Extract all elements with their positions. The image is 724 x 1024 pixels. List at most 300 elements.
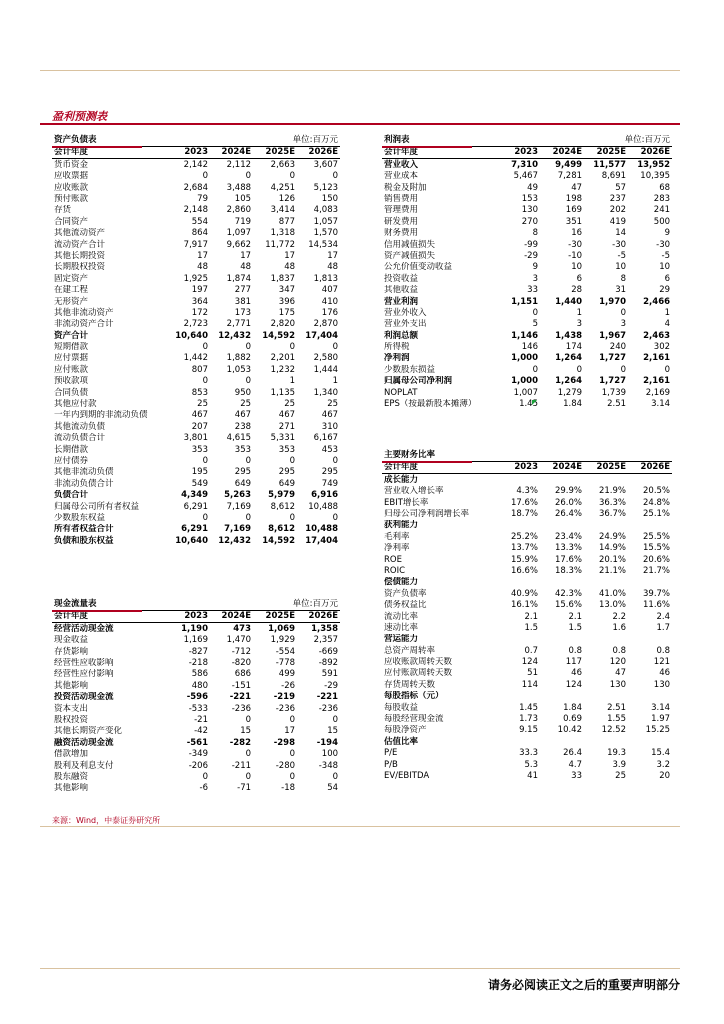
row-label: 营业收入增长率 bbox=[384, 486, 444, 497]
table-row bbox=[52, 171, 340, 182]
row-label: 应付债券 bbox=[54, 455, 89, 466]
table-row bbox=[382, 714, 672, 725]
row-value: 21.1% bbox=[598, 565, 626, 576]
row-value: 238 bbox=[234, 421, 252, 432]
row-value bbox=[500, 520, 540, 531]
year-header-row bbox=[52, 611, 340, 623]
row-value: 3 bbox=[576, 319, 583, 330]
row-value: 17 bbox=[197, 250, 208, 261]
row-value: 591 bbox=[321, 669, 339, 680]
row-label: 速动比率 bbox=[384, 622, 419, 633]
table-row bbox=[52, 376, 340, 387]
row-value: 17 bbox=[284, 250, 296, 261]
row-value: 1,442 bbox=[183, 353, 208, 364]
row-value: 396 bbox=[278, 296, 296, 307]
row-value: 3.2 bbox=[656, 759, 671, 770]
row-value: -29 bbox=[524, 250, 538, 261]
row-value: 16.6% bbox=[510, 565, 538, 576]
row-value: 241 bbox=[653, 205, 671, 216]
row-value: -236 bbox=[318, 703, 339, 714]
table-title-underline bbox=[52, 146, 142, 148]
table-row bbox=[52, 330, 340, 341]
year-header-row bbox=[382, 462, 672, 474]
row-label: 债务权益比 bbox=[384, 600, 427, 611]
table-row bbox=[382, 554, 672, 565]
row-value: 5,123 bbox=[313, 182, 339, 193]
row-value: 950 bbox=[234, 387, 252, 398]
row-label: 其他长期资产变化 bbox=[54, 726, 123, 737]
header-label: 会计年度 bbox=[382, 147, 500, 159]
row-value: 1,837 bbox=[270, 273, 296, 284]
row-value: -26 bbox=[281, 680, 296, 691]
table-row bbox=[382, 171, 672, 182]
row-value: 2.51 bbox=[607, 702, 626, 713]
row-value: 79 bbox=[197, 194, 208, 204]
row-value: 0 bbox=[620, 364, 627, 375]
row-value: 10,640 bbox=[175, 535, 208, 546]
row-value: 0 bbox=[245, 376, 252, 387]
table-row bbox=[382, 182, 672, 193]
row-label: 流动比率 bbox=[384, 611, 419, 622]
row-value: 1.7 bbox=[656, 622, 671, 633]
row-label: 存货 bbox=[54, 205, 72, 216]
row-value: 467 bbox=[278, 410, 296, 421]
table-row bbox=[52, 364, 340, 375]
table-row bbox=[382, 239, 672, 250]
row-label: 借款增加 bbox=[54, 749, 89, 760]
row-value: 173 bbox=[234, 307, 252, 318]
row-label: 其他长期投资 bbox=[54, 250, 106, 261]
row-value: 4,251 bbox=[270, 182, 296, 193]
row-value: 499 bbox=[278, 669, 296, 680]
row-value: 1,069 bbox=[268, 623, 296, 634]
row-value: 16.1% bbox=[510, 600, 538, 611]
row-value: 0 bbox=[245, 714, 252, 725]
row-value: 6 bbox=[576, 273, 583, 284]
row-value: 57 bbox=[615, 182, 627, 193]
table-row bbox=[52, 535, 340, 546]
row-value: 353 bbox=[191, 444, 208, 455]
row-value bbox=[628, 736, 672, 747]
row-value: 6,916 bbox=[311, 490, 339, 501]
table-row bbox=[52, 623, 340, 635]
row-value: 0 bbox=[245, 342, 252, 353]
row-label: 一年内到期的非流动负债 bbox=[54, 410, 148, 421]
row-value: 169 bbox=[565, 205, 583, 216]
row-value: 47 bbox=[571, 182, 583, 193]
row-value: 124 bbox=[521, 657, 538, 668]
row-value: 14,534 bbox=[308, 239, 339, 250]
row-value: 649 bbox=[278, 478, 296, 489]
row-value: 117 bbox=[565, 657, 582, 668]
row-label: 长期股权投资 bbox=[54, 262, 106, 273]
row-label: 其他流动资产 bbox=[54, 228, 106, 239]
source-divider bbox=[40, 826, 680, 827]
row-label: 预收款项 bbox=[54, 376, 89, 387]
table-row bbox=[382, 216, 672, 227]
row-value: 0 bbox=[202, 771, 208, 782]
row-value: 12,432 bbox=[218, 535, 252, 546]
header-year: 2024E bbox=[540, 147, 584, 159]
table-title: 利润表 bbox=[384, 134, 410, 145]
row-value: 351 bbox=[565, 216, 583, 227]
row-label: 经营性应付影响 bbox=[54, 669, 114, 680]
row-value: 25 bbox=[240, 399, 252, 410]
row-value: 1,097 bbox=[226, 228, 252, 239]
row-label: P/B bbox=[384, 759, 398, 770]
table-title: 主要财务比率 bbox=[384, 449, 436, 460]
row-value: 0 bbox=[245, 749, 252, 760]
row-value: 41.0% bbox=[598, 588, 626, 599]
table-row bbox=[52, 760, 340, 771]
row-value: 3,801 bbox=[183, 433, 208, 444]
row-value: 0 bbox=[245, 171, 252, 182]
table-row bbox=[52, 296, 340, 307]
table-row bbox=[52, 262, 340, 273]
row-value: 1,882 bbox=[226, 353, 252, 364]
row-label: 归母公司净利润增长率 bbox=[384, 509, 470, 519]
table-row bbox=[382, 251, 672, 262]
row-value: -218 bbox=[188, 658, 208, 668]
row-value: -778 bbox=[275, 658, 296, 668]
table-row bbox=[52, 456, 340, 467]
row-value: 7,917 bbox=[183, 239, 208, 250]
table-row bbox=[382, 376, 672, 387]
row-value: 0 bbox=[245, 455, 252, 466]
row-value: 2.2 bbox=[612, 611, 626, 622]
row-value: 172 bbox=[191, 307, 208, 318]
header-year: 2025E bbox=[584, 147, 628, 159]
section-subheader-row bbox=[382, 520, 672, 531]
row-value: 0.8 bbox=[656, 645, 671, 656]
table-row bbox=[52, 387, 340, 398]
row-value: 130 bbox=[609, 679, 626, 690]
row-value: 40.9% bbox=[510, 588, 538, 599]
row-value: 807 bbox=[191, 364, 208, 375]
table-row bbox=[52, 658, 340, 669]
row-value: 0 bbox=[289, 512, 296, 523]
row-value: 295 bbox=[278, 467, 296, 478]
row-value: 1,739 bbox=[601, 387, 627, 398]
table-row bbox=[382, 486, 672, 497]
row-label: P/E bbox=[384, 748, 398, 759]
row-value: 2,860 bbox=[226, 205, 252, 216]
row-value: 36.3% bbox=[598, 497, 626, 508]
row-label: 利润总额 bbox=[384, 330, 419, 341]
row-label: 固定资产 bbox=[54, 273, 89, 284]
row-value: 1,264 bbox=[555, 376, 583, 387]
row-label: 非流动负债合计 bbox=[54, 478, 114, 489]
row-value: 1,318 bbox=[270, 228, 296, 239]
row-label: 在建工程 bbox=[54, 285, 89, 296]
row-label: 每股净资产 bbox=[384, 725, 427, 736]
row-value: 5 bbox=[532, 319, 538, 330]
unit-label: 单位:百万元 bbox=[292, 134, 339, 145]
row-value: 198 bbox=[565, 194, 583, 204]
row-value: 120 bbox=[609, 657, 626, 668]
table-row bbox=[52, 216, 340, 227]
row-value: -151 bbox=[231, 680, 252, 691]
row-label: 其他非流动资产 bbox=[54, 307, 114, 318]
row-label: 估值比率 bbox=[384, 736, 419, 747]
row-value: 1,057 bbox=[313, 216, 339, 227]
row-value bbox=[584, 577, 628, 588]
row-label: 投资活动现金流 bbox=[54, 692, 114, 703]
row-value: 1,967 bbox=[599, 330, 627, 341]
row-value: 8,612 bbox=[270, 501, 296, 512]
row-value: 270 bbox=[521, 216, 538, 227]
row-value bbox=[628, 474, 672, 486]
row-label: 其他收益 bbox=[384, 285, 419, 296]
row-label: 总资产周转率 bbox=[384, 645, 436, 656]
row-value: 0 bbox=[620, 307, 627, 318]
row-value bbox=[628, 634, 672, 645]
header-year: 2026E bbox=[628, 462, 672, 474]
table-row bbox=[382, 748, 672, 759]
row-value: 11,577 bbox=[593, 159, 627, 170]
row-value: 467 bbox=[234, 410, 252, 421]
row-value: 2,201 bbox=[270, 353, 296, 364]
row-value: 6,167 bbox=[313, 433, 339, 444]
row-value: 3 bbox=[532, 273, 538, 284]
row-value: 0 bbox=[245, 512, 252, 523]
row-value: 1 bbox=[289, 376, 296, 387]
table-row bbox=[382, 194, 672, 205]
row-label: 应付账款周转天数 bbox=[384, 668, 453, 679]
table-title-underline bbox=[52, 610, 142, 612]
cash-flow-table bbox=[52, 598, 340, 794]
row-value: 15 bbox=[240, 726, 252, 737]
row-value: 295 bbox=[321, 467, 339, 478]
row-value: 453 bbox=[321, 444, 339, 455]
row-label: 其他非流动负债 bbox=[54, 467, 114, 478]
row-value: 353 bbox=[234, 444, 252, 455]
row-value: 1,470 bbox=[226, 635, 252, 646]
table-row bbox=[382, 668, 672, 679]
row-label: 营业外支出 bbox=[384, 319, 427, 330]
row-value: 10,488 bbox=[305, 524, 339, 535]
row-label: 资产负债率 bbox=[384, 588, 427, 599]
row-value: 686 bbox=[234, 669, 252, 680]
row-value: 0 bbox=[332, 342, 339, 353]
row-value: 7,281 bbox=[557, 171, 583, 182]
row-value: 14,592 bbox=[262, 535, 296, 546]
row-value: -194 bbox=[316, 737, 339, 748]
row-value: 2.4 bbox=[656, 611, 671, 622]
row-value: -236 bbox=[231, 703, 252, 714]
row-value: 25 bbox=[615, 770, 626, 781]
row-value: 15.4 bbox=[651, 748, 671, 759]
row-value: -236 bbox=[275, 703, 296, 714]
row-value: 18.7% bbox=[510, 509, 538, 519]
row-value: 7,169 bbox=[226, 501, 252, 512]
row-value: 10,395 bbox=[640, 171, 671, 182]
row-label: ROIC bbox=[384, 565, 406, 576]
table-row bbox=[382, 645, 672, 656]
table-row bbox=[382, 702, 672, 713]
row-value bbox=[540, 577, 584, 588]
row-label: 每股经营现金流 bbox=[384, 714, 444, 725]
row-value: 864 bbox=[191, 228, 208, 239]
section-subheader-row bbox=[382, 577, 672, 588]
row-value: -18 bbox=[281, 783, 296, 794]
header-year: 2026E bbox=[297, 147, 340, 159]
row-value: 17 bbox=[327, 250, 339, 261]
table-row bbox=[52, 399, 340, 410]
row-value: 202 bbox=[609, 205, 627, 216]
row-value: 9,499 bbox=[555, 159, 583, 170]
row-label: 所有者权益合计 bbox=[54, 524, 114, 535]
row-label: 每股指标（元） bbox=[384, 691, 444, 702]
row-value: 1,925 bbox=[183, 273, 208, 284]
table-row bbox=[52, 353, 340, 364]
row-label: 财务费用 bbox=[384, 228, 419, 239]
row-value: 237 bbox=[609, 194, 627, 204]
table-row bbox=[382, 387, 672, 398]
row-value: 2,357 bbox=[313, 635, 339, 646]
row-value: 0 bbox=[289, 342, 296, 353]
row-value: -221 bbox=[316, 692, 339, 703]
row-value: 0 bbox=[332, 455, 339, 466]
table-row bbox=[382, 159, 672, 171]
row-label: 资产合计 bbox=[54, 330, 89, 341]
table-row bbox=[52, 205, 340, 216]
row-value: 39.7% bbox=[643, 588, 671, 599]
row-value: 48 bbox=[284, 262, 296, 273]
row-value: -280 bbox=[275, 760, 296, 771]
row-value bbox=[540, 691, 584, 702]
row-value: 1.5 bbox=[568, 622, 582, 633]
row-value bbox=[540, 634, 584, 645]
row-value: 150 bbox=[321, 194, 339, 204]
row-value: 13,952 bbox=[637, 159, 671, 170]
row-value: 8 bbox=[620, 273, 627, 284]
row-value: 2,112 bbox=[226, 159, 252, 170]
table-row bbox=[382, 588, 672, 599]
row-value: -820 bbox=[231, 658, 252, 668]
row-value: 11.6% bbox=[643, 600, 671, 611]
row-value: 283 bbox=[653, 194, 671, 204]
row-value: 12.52 bbox=[601, 725, 626, 736]
row-value: 17 bbox=[240, 250, 252, 261]
table-row bbox=[52, 410, 340, 421]
row-value: 1,440 bbox=[555, 296, 583, 307]
row-value: 10 bbox=[659, 262, 671, 273]
row-value: 2.51 bbox=[607, 399, 627, 410]
row-value: 126 bbox=[278, 194, 296, 204]
row-value: 28 bbox=[571, 285, 583, 296]
row-value: 1,727 bbox=[599, 353, 627, 364]
row-value: 0 bbox=[202, 376, 208, 387]
row-value: 13.3% bbox=[554, 543, 582, 554]
row-label: 营业利润 bbox=[384, 296, 419, 307]
table-row bbox=[382, 509, 672, 520]
row-label: 营业外收入 bbox=[384, 307, 427, 318]
row-value: 68 bbox=[659, 182, 671, 193]
section-subheader-row bbox=[382, 634, 672, 645]
table-row bbox=[52, 433, 340, 444]
row-value: 277 bbox=[234, 285, 252, 296]
row-value: 1.84 bbox=[563, 702, 582, 713]
table-row bbox=[382, 296, 672, 307]
row-value: 1.73 bbox=[519, 714, 538, 725]
row-value: 302 bbox=[653, 342, 671, 353]
row-value: 467 bbox=[321, 410, 339, 421]
row-value: 174 bbox=[565, 342, 583, 353]
row-value: 47 bbox=[615, 668, 626, 679]
row-value: 6,291 bbox=[181, 524, 208, 535]
table-row bbox=[382, 285, 672, 296]
header-year: 2023 bbox=[170, 611, 210, 623]
row-value: 197 bbox=[191, 285, 208, 296]
row-value: 48 bbox=[327, 262, 339, 273]
row-value: 5.3 bbox=[524, 759, 538, 770]
top-divider bbox=[40, 70, 680, 71]
row-value: 749 bbox=[321, 478, 339, 489]
row-value: 500 bbox=[653, 216, 671, 227]
table-row bbox=[52, 646, 340, 657]
row-value: 0 bbox=[289, 455, 296, 466]
row-value: 4.7 bbox=[568, 759, 582, 770]
row-label: 长期借款 bbox=[54, 444, 89, 455]
row-value: -99 bbox=[524, 239, 538, 250]
table-row bbox=[382, 771, 672, 782]
row-value: -21 bbox=[194, 714, 208, 725]
table-row bbox=[52, 692, 340, 703]
row-value: 1 bbox=[576, 307, 583, 318]
row-value: 23.4% bbox=[554, 531, 582, 542]
row-value bbox=[500, 691, 540, 702]
row-value: 1.5 bbox=[524, 622, 538, 633]
row-label: 公允价值变动收益 bbox=[384, 262, 453, 273]
row-value: 381 bbox=[234, 296, 252, 307]
row-value: 1,970 bbox=[599, 296, 627, 307]
income-statement-table bbox=[382, 134, 672, 410]
footer-divider bbox=[40, 968, 680, 969]
row-value: 1.97 bbox=[651, 714, 671, 725]
table-row bbox=[52, 421, 340, 432]
table-row bbox=[382, 657, 672, 668]
row-value: -5 bbox=[661, 250, 671, 261]
row-label: 获利能力 bbox=[384, 520, 419, 531]
row-label: 股利及利息支付 bbox=[54, 760, 114, 771]
row-label: 每股收益 bbox=[384, 702, 419, 713]
row-value: -211 bbox=[231, 760, 252, 771]
row-value: 6 bbox=[664, 273, 671, 284]
row-value: 240 bbox=[609, 342, 627, 353]
table-row bbox=[52, 239, 340, 250]
header-year: 2026E bbox=[628, 147, 672, 159]
table-row bbox=[52, 467, 340, 478]
row-value: 4.3% bbox=[516, 486, 538, 497]
row-value: 0 bbox=[289, 171, 296, 182]
table-row bbox=[382, 353, 672, 364]
row-label: 少数股东权益 bbox=[54, 512, 106, 523]
row-label: 其他影响 bbox=[54, 680, 89, 691]
table-row bbox=[52, 159, 340, 171]
row-label: 合同资产 bbox=[54, 216, 89, 227]
row-value: 17,404 bbox=[305, 535, 339, 546]
row-value bbox=[628, 691, 672, 702]
row-value: 14,592 bbox=[262, 330, 296, 341]
row-value: -349 bbox=[188, 749, 208, 760]
row-value: 1,727 bbox=[599, 376, 627, 387]
row-value: 1,438 bbox=[555, 330, 583, 341]
table-row bbox=[382, 531, 672, 542]
row-value: 877 bbox=[278, 216, 296, 227]
table-row bbox=[52, 478, 340, 489]
row-value: -30 bbox=[568, 239, 583, 250]
